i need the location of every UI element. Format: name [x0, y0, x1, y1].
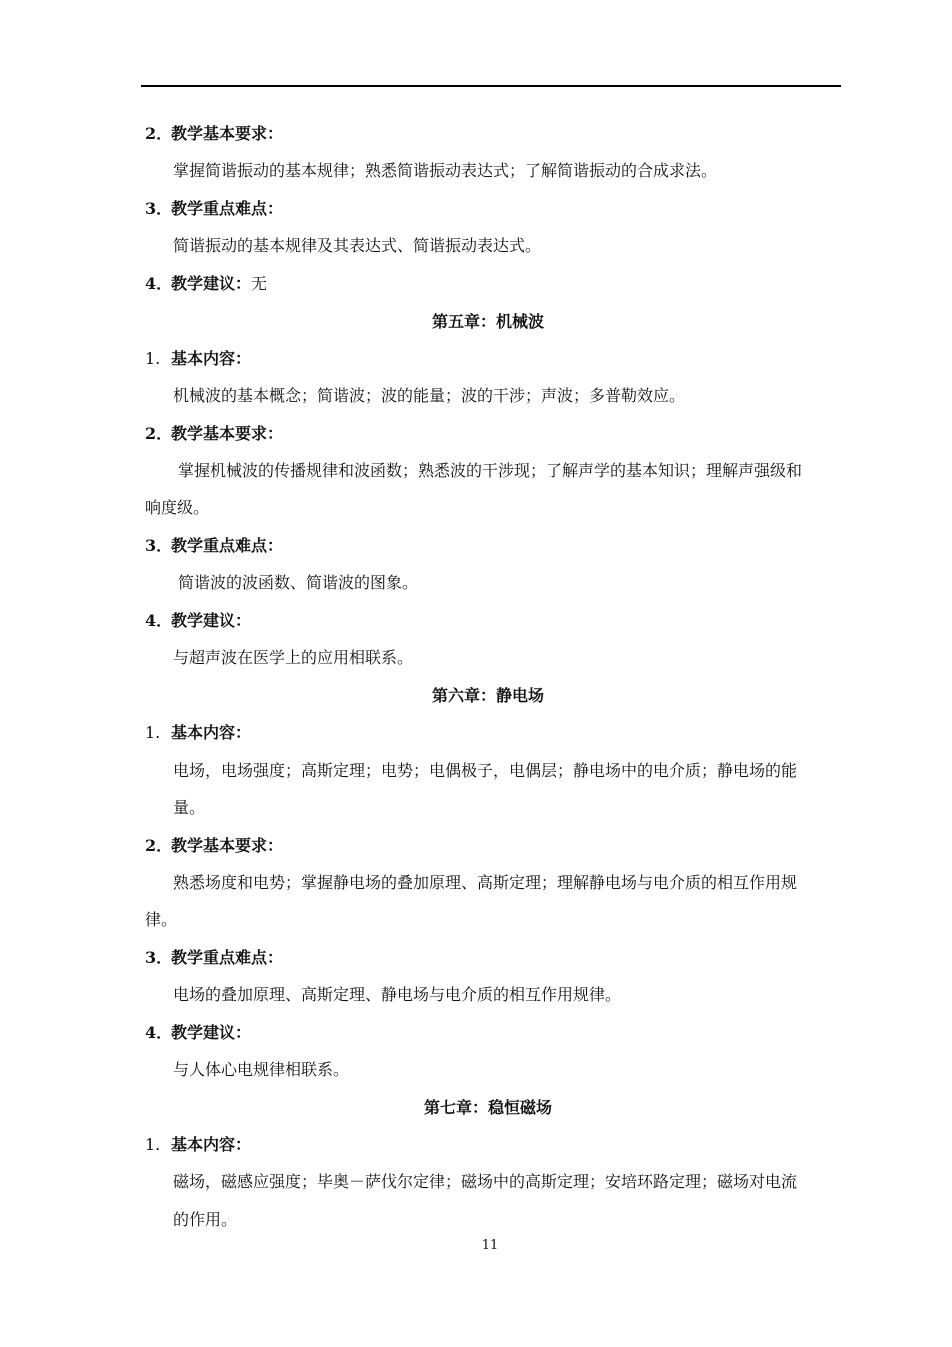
paragraph-line: 量。	[173, 798, 206, 817]
section-label: 教学重点难点：	[171, 199, 284, 218]
section-number: 1.	[145, 349, 161, 368]
chapter-title: 第六章：静电场	[431, 686, 544, 705]
section-number: 4．	[145, 1023, 173, 1042]
section-label: 教学建议：	[171, 1023, 252, 1042]
paragraph-line: 简谐波的波函数、简谐波的图象。	[178, 573, 419, 592]
section-heading	[145, 274, 267, 294]
paragraph-line: 响度级。	[145, 498, 210, 517]
chapter-title: 第五章：机械波	[431, 312, 544, 331]
section-heading	[145, 424, 283, 444]
section-number: 3．	[145, 199, 173, 218]
section-label: 基本内容：	[171, 349, 252, 368]
section-label: 基本内容：	[171, 723, 252, 742]
paragraph-line: 电场的叠加原理、高斯定理、静电场与电介质的相互作用规律。	[173, 985, 622, 1004]
section-number: 4．	[145, 274, 173, 293]
section-label: 基本内容：	[171, 1135, 252, 1154]
page-number: 11	[481, 1238, 499, 1253]
section-label: 教学基本要求：	[171, 424, 284, 443]
section-number: 3．	[145, 536, 173, 555]
paragraph-line: 磁场，磁感应强度；毕奥－萨伐尔定律；磁场中的高斯定理；安培环路定理；磁场对电流	[173, 1172, 798, 1191]
section-label: 教学重点难点：	[171, 948, 284, 967]
paragraph-line: 熟悉场度和电势；掌握静电场的叠加原理、高斯定理；理解静电场与电介质的相互作用规	[173, 873, 798, 892]
section-number: 2．	[145, 124, 173, 143]
section-number: 3．	[145, 948, 173, 967]
section-heading	[145, 1135, 251, 1155]
paragraph-line: 电场，电场强度；高斯定理；电势；电偶极子，电偶层；静电场中的电介质；静电场的能	[173, 761, 798, 780]
chapter-title: 第七章：稳恒磁场	[423, 1098, 552, 1117]
section-heading	[145, 349, 251, 369]
header-rule	[141, 85, 841, 87]
paragraph-line: 与人体心电规律相联系。	[173, 1060, 350, 1079]
paragraph-line: 律。	[145, 910, 178, 929]
section-number: 2．	[145, 424, 173, 443]
section-heading	[145, 1023, 251, 1043]
paragraph-line: 的作用。	[173, 1210, 238, 1229]
section-inline-text: 无	[251, 274, 268, 293]
section-number: 1.	[145, 723, 161, 742]
paragraph-line: 简谐振动的基本规律及其表达式、简谐振动表达式。	[173, 236, 542, 255]
section-label: 教学建议：	[171, 274, 252, 293]
section-heading	[145, 948, 283, 968]
section-number: 1.	[145, 1135, 161, 1154]
section-label: 教学基本要求：	[171, 124, 284, 143]
section-number: 4．	[145, 611, 173, 630]
paragraph-line: 与超声波在医学上的应用相联系。	[173, 648, 414, 667]
section-label: 教学重点难点：	[171, 536, 284, 555]
section-label: 教学建议：	[171, 611, 252, 630]
section-heading	[145, 723, 251, 743]
section-label: 教学基本要求：	[171, 836, 284, 855]
section-number: 2．	[145, 836, 173, 855]
paragraph-line: 掌握机械波的传播规律和波函数；熟悉波的干涉现；了解声学的基本知识；理解声强级和	[178, 461, 803, 480]
section-heading	[145, 611, 251, 631]
section-heading	[145, 536, 283, 556]
section-heading	[145, 836, 283, 856]
paragraph-line: 机械波的基本概念；简谐波；波的能量；波的干涉；声波；多普勒效应。	[173, 386, 686, 405]
paragraph-line: 掌握简谐振动的基本规律；熟悉简谐振动表达式；了解简谐振动的合成求法。	[173, 161, 718, 180]
section-heading	[145, 124, 283, 144]
section-heading	[145, 199, 283, 219]
